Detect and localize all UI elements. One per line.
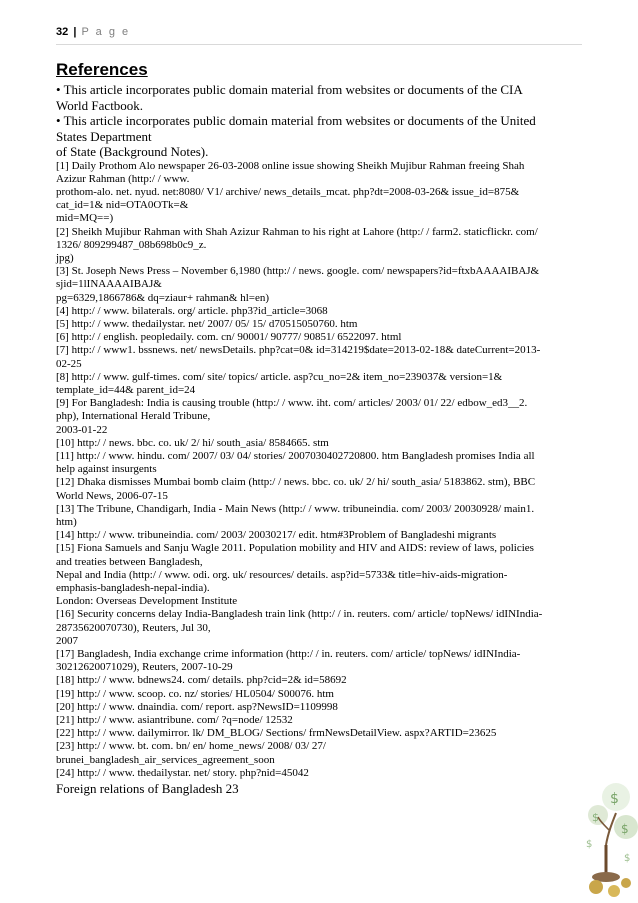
reference-item [56, 318, 582, 331]
page-content [56, 60, 582, 796]
svg-text:$: $ [621, 822, 629, 836]
reference-item-line: brunei_bangladesh_air_services_agreement_soon [56, 753, 275, 766]
reference-item [56, 476, 582, 502]
reference-item-line: and treaties between Bangladesh, [56, 555, 203, 568]
reference-list [56, 160, 582, 781]
reference-item-line: jpg) [56, 251, 74, 264]
reference-item [56, 688, 582, 701]
page-header [56, 26, 582, 45]
reference-item-line: [5] http:/ / www. thedailystar. net/ 2007/ 05/ 15/ d70515050760. htm [56, 317, 358, 330]
reference-item-line: [14] http:/ / www. tribuneindia. com/ 2003/ 20030217/ edit. htm#3Problem of Bangladeshi migrants [56, 529, 497, 542]
bullet-item [56, 82, 582, 113]
reference-item-line: help against insurgents [56, 463, 157, 476]
bullet-item-line: of State (Background Notes). [56, 144, 209, 159]
page-number: 32 [56, 26, 69, 38]
reference-item [56, 344, 582, 370]
reference-item-line: [12] Dhaka dismisses Mumbai bomb claim (http:/ / news. bbc. co. uk/ 2/ hi/ south_asia/ 5183862. stm), BBC [56, 476, 536, 489]
reference-item-line: [24] http:/ / www. thedailystar. net/ story. php?nid=45042 [56, 766, 309, 779]
reference-item-line: [20] http:/ / www. dnaindia. com/ report. asp?NewsID=1109998 [56, 700, 338, 713]
reference-item [56, 648, 582, 674]
page-label: P a g e [81, 26, 131, 38]
reference-item [56, 767, 582, 780]
header-separator: | [73, 26, 77, 38]
reference-item [56, 331, 582, 344]
reference-item [56, 437, 582, 450]
reference-item-line: [19] http:/ / www. scoop. co. nz/ stories/ HL0504/ S00076. htm [56, 687, 334, 700]
reference-item [56, 371, 582, 397]
svg-text:$: $ [624, 853, 631, 864]
reference-item-line: [2] Sheikh Mujibur Rahman with Shah Azizur Rahman to his right at Lahore (http:/ / farm2. staticflickr. com/ [56, 225, 538, 238]
reference-item [56, 542, 582, 608]
reference-item [56, 714, 582, 727]
reference-item [56, 305, 582, 318]
svg-text:$: $ [610, 791, 619, 807]
reference-item-line: 2003-01-22 [56, 423, 108, 436]
reference-item-line: [17] Bangladesh, India exchange crime information (http:/ / in. reuters. com/ article/ topNews/ idINIndia- [56, 648, 521, 661]
reference-item-line: 02-25 [56, 357, 82, 370]
reference-item-line: Nepal and India (http:/ / www. odi. org. uk/ resources/ details. asp?id=5733& title=hiv-aids-migration- [56, 568, 508, 581]
reference-item-line: [8] http:/ / www. gulf-times. com/ site/ topics/ article. asp?cu_no=2& item_no=239037& version=1& [56, 370, 503, 383]
reference-item-line: Azizur Rahman (http:/ / www. [56, 172, 190, 185]
bullet-item [56, 113, 582, 160]
reference-item [56, 740, 582, 766]
footer-text: Foreign relations of Bangladesh 23 [56, 781, 239, 797]
reference-item-line: [6] http:/ / english. peopledaily. com. cn/ 90001/ 90777/ 90851/ 6522097. html [56, 331, 402, 344]
reference-item [56, 503, 582, 529]
reference-item-line: php), International Herald Tribune, [56, 410, 211, 423]
reference-item-line: [7] http:/ / www1. bssnews. net/ newsDetails. php?cat=0& id=314219$date=2013-02-18& dateCurrent=2013- [56, 344, 541, 357]
reference-item-line: emphasis-bangladesh-nepal-india). [56, 582, 210, 594]
bullet-item-line: • This article incorporates public domain material from websites or documents of the United [56, 113, 536, 128]
reference-item [56, 727, 582, 740]
reference-item-line: [1] Daily Prothom Alo newspaper 26-03-2008 online issue showing Sheikh Mujibur Rahman freeing Shah [56, 159, 525, 172]
reference-item-line: [13] The Tribune, Chandigarh, India - Main News (http:/ / www. tribuneindia. com/ 2003/ 20030928/ main1. [56, 502, 535, 515]
reference-item [56, 608, 582, 648]
reference-item-line: [15] Fiona Samuels and Sanju Wagle 2011. Population mobility and HIV and AIDS: review of laws, policies [56, 542, 534, 555]
references-heading: References [56, 60, 148, 79]
reference-item-line: cat_id=1& nid=OTA0OTk=& [56, 199, 189, 212]
svg-text:$: $ [592, 811, 599, 824]
reference-item-line: [18] http:/ / www. bdnews24. com/ details. php?cid=2& id=58692 [56, 674, 347, 687]
reference-item [56, 450, 582, 476]
reference-item-line: London: Overseas Development Institute [56, 595, 238, 608]
reference-item [56, 701, 582, 714]
reference-item-line: template_id=44& parent_id=24 [56, 383, 196, 396]
reference-item-line: [21] http:/ / www. asiantribune. com/ ?q=node/ 12532 [56, 714, 293, 727]
reference-item-line: [10] http:/ / news. bbc. co. uk/ 2/ hi/ south_asia/ 8584665. stm [56, 436, 329, 449]
reference-item-line: [4] http:/ / www. bilaterals. org/ article. php3?id_article=3068 [56, 304, 328, 317]
reference-item-line: [11] http:/ / www. hindu. com/ 2007/ 03/ 04/ stories/ 2007030402720800. htm Bangladesh promises India all [56, 449, 535, 462]
svg-text:$: $ [586, 839, 593, 850]
reference-item-line: [22] http:/ / www. dailymirror. lk/ DM_BLOG/ Sections/ frmNewsDetailView. aspx?ARTID=23625 [56, 727, 497, 740]
reference-item [56, 397, 582, 437]
reference-item [56, 265, 582, 305]
reference-item-line: 2007 [56, 634, 78, 647]
reference-item-line: pg=6329,1866786& dq=ziaur+ rahman& hl=en) [56, 291, 269, 304]
bullet-list [56, 82, 582, 160]
reference-item-line: World News, 2006-07-15 [56, 489, 168, 502]
reference-item-line: 28735620070730), Reuters, Jul 30, [56, 621, 211, 634]
reference-item-line: mid=MQ==) [56, 212, 114, 225]
reference-item-line: [3] St. Joseph News Press – November 6,1980 (http:/ / news. google. com/ newspapers?id=ftxbAAAAIBAJ& [56, 265, 540, 278]
reference-item-line: [9] For Bangladesh: India is causing trouble (http:/ / www. iht. com/ articles/ 2003/ 01/ 22/ edbow_ed3__2. [56, 397, 528, 410]
reference-item [56, 226, 582, 266]
reference-item-line: htm) [56, 515, 77, 528]
reference-item-line: [16] Security concerns delay India-Bangladesh train link (http:/ / in. reuters. com/ article/ topNews/ idINIndia- [56, 608, 543, 621]
reference-item [56, 529, 582, 542]
reference-item-line: sjid=1lINAAAAIBAJ& [56, 278, 162, 291]
bullet-item-line: • This article incorporates public domain material from websites or documents of the CIA [56, 82, 523, 97]
bullet-item-line: World Factbook. [56, 97, 144, 113]
bullet-item-line: States Department [56, 128, 152, 144]
reference-item-line: 1326/ 809299487_08b698b0c9_z. [56, 238, 207, 251]
reference-item-line: prothom-alo. net. nyud. net:8080/ V1/ archive/ news_details_mcat. php?dt=2008-03-26& issue_id=875& [56, 185, 520, 198]
reference-item [56, 160, 582, 226]
money-tree-icon [576, 775, 638, 903]
reference-item-line: [23] http:/ / www. bt. com. bn/ en/ home_news/ 2008/ 03/ 27/ [56, 740, 326, 753]
reference-item-line: 30212620071029), Reuters, 2007-10-29 [56, 661, 233, 674]
reference-item [56, 674, 582, 687]
